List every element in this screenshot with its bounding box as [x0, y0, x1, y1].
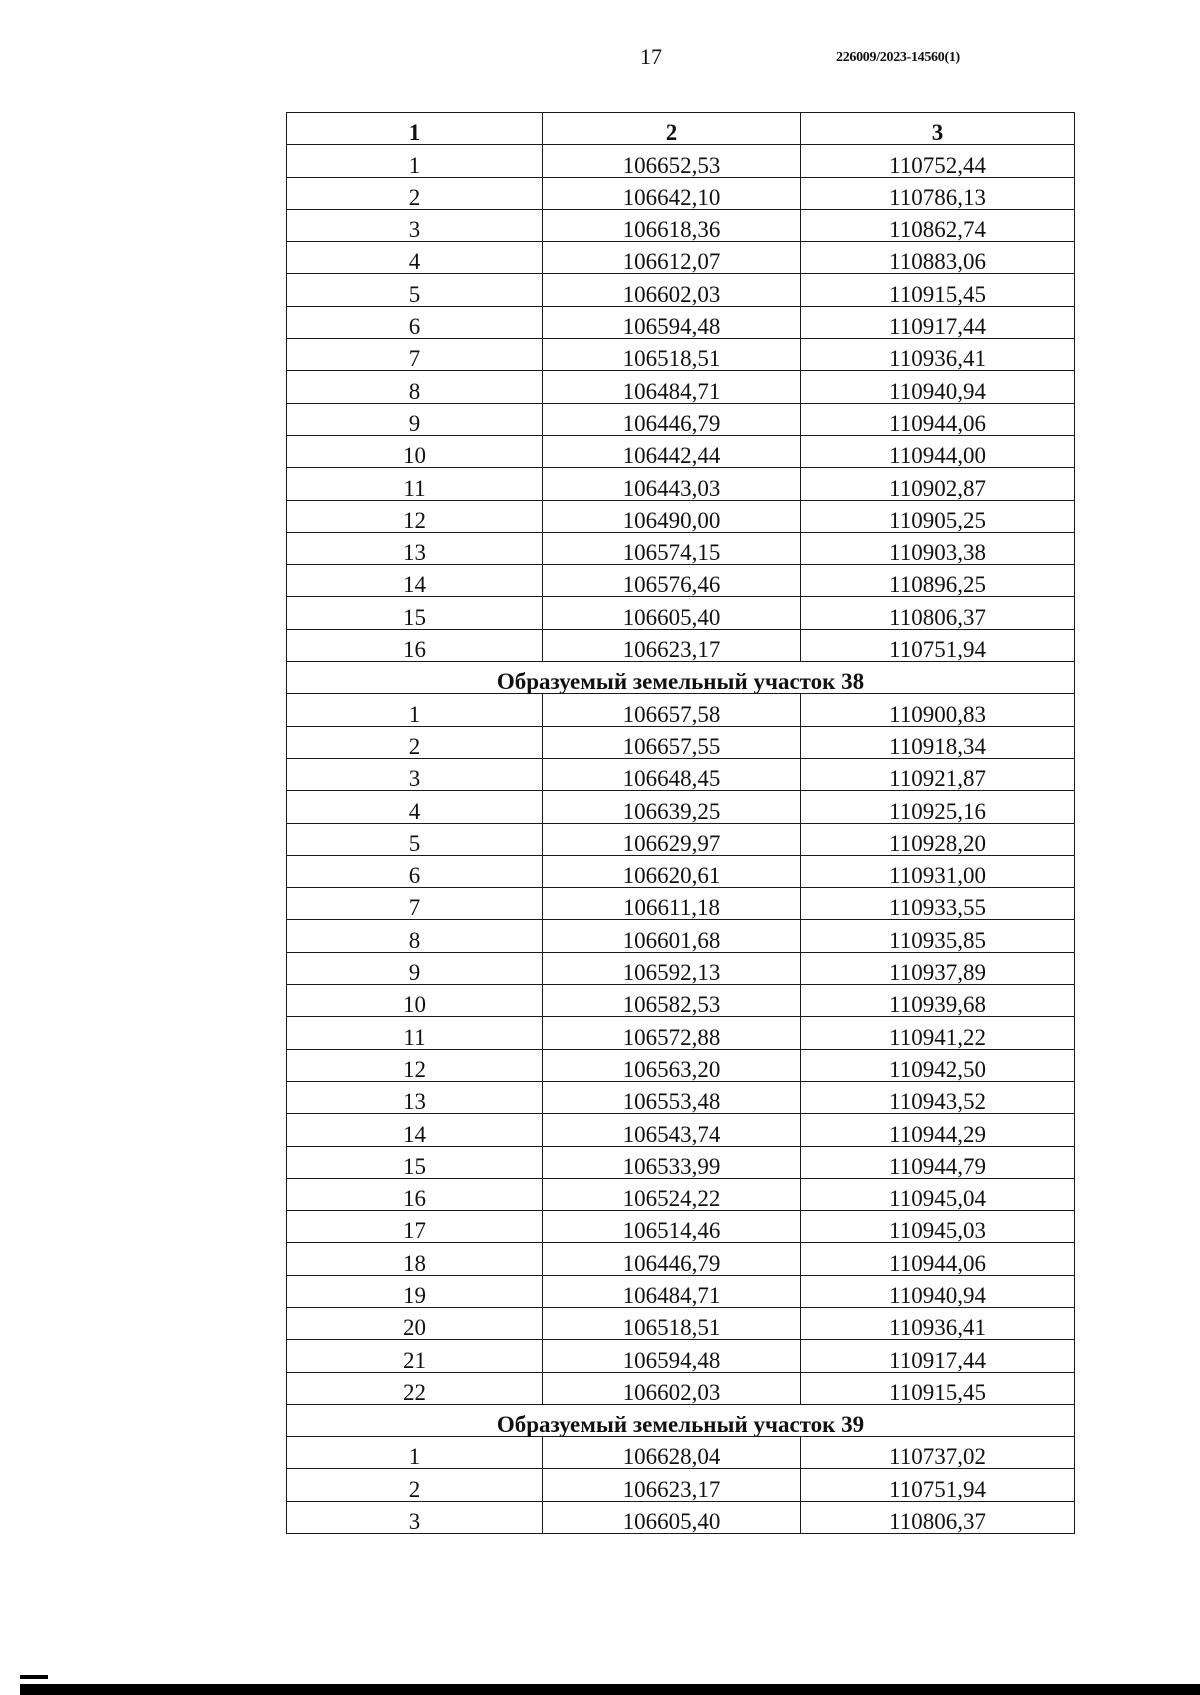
x-coordinate-cell: 106484,71	[543, 1275, 801, 1307]
point-number-cell: 1	[287, 694, 543, 726]
point-number-cell: 8	[287, 371, 543, 403]
point-number-cell: 4	[287, 791, 543, 823]
point-number-cell: 15	[287, 597, 543, 629]
point-number-cell: 9	[287, 403, 543, 435]
point-number-cell: 14	[287, 565, 543, 597]
table-body	[287, 145, 1075, 1534]
y-coordinate-cell: 110943,52	[801, 1081, 1075, 1113]
table-row	[287, 145, 1075, 177]
table-row	[287, 1340, 1075, 1372]
table-row	[287, 371, 1075, 403]
table-row	[287, 1211, 1075, 1243]
y-coordinate-cell: 110931,00	[801, 855, 1075, 887]
x-coordinate-cell: 106518,51	[543, 1307, 801, 1339]
table-row	[287, 209, 1075, 241]
coordinates-table	[286, 112, 1075, 1534]
table-row	[287, 758, 1075, 790]
x-coordinate-cell: 106442,44	[543, 435, 801, 467]
point-number-cell: 7	[287, 339, 543, 371]
point-number-cell: 16	[287, 1178, 543, 1210]
x-coordinate-cell: 106543,74	[543, 1114, 801, 1146]
y-coordinate-cell: 110944,79	[801, 1146, 1075, 1178]
point-number-cell: 6	[287, 855, 543, 887]
point-number-cell: 2	[287, 177, 543, 209]
x-coordinate-cell: 106629,97	[543, 823, 801, 855]
x-coordinate-cell: 106443,03	[543, 468, 801, 500]
table-row	[287, 1307, 1075, 1339]
x-coordinate-cell: 106605,40	[543, 1501, 801, 1533]
y-coordinate-cell: 110896,25	[801, 565, 1075, 597]
y-coordinate-cell: 110751,94	[801, 1469, 1075, 1501]
x-coordinate-cell: 106620,61	[543, 855, 801, 887]
table-row	[287, 823, 1075, 855]
scan-edge-bar	[20, 1684, 1200, 1695]
y-coordinate-cell: 110883,06	[801, 242, 1075, 274]
x-coordinate-cell: 106628,04	[543, 1437, 801, 1469]
y-coordinate-cell: 110862,74	[801, 209, 1075, 241]
point-number-cell: 4	[287, 242, 543, 274]
x-coordinate-cell: 106657,55	[543, 726, 801, 758]
table-row	[287, 1501, 1075, 1533]
table-row	[287, 500, 1075, 532]
y-coordinate-cell: 110903,38	[801, 532, 1075, 564]
y-coordinate-cell: 110905,25	[801, 500, 1075, 532]
table-row	[287, 888, 1075, 920]
table-row	[287, 952, 1075, 984]
table-row	[287, 1178, 1075, 1210]
table-row	[287, 468, 1075, 500]
x-coordinate-cell: 106601,68	[543, 920, 801, 952]
y-coordinate-cell: 110921,87	[801, 758, 1075, 790]
point-number-cell: 11	[287, 1017, 543, 1049]
table-row	[287, 1372, 1075, 1404]
table-row	[287, 435, 1075, 467]
point-number-cell: 16	[287, 629, 543, 661]
x-coordinate-cell: 106623,17	[543, 1469, 801, 1501]
point-number-cell: 2	[287, 726, 543, 758]
point-number-cell: 12	[287, 1049, 543, 1081]
x-coordinate-cell: 106582,53	[543, 985, 801, 1017]
x-coordinate-cell: 106657,58	[543, 694, 801, 726]
y-coordinate-cell: 110933,55	[801, 888, 1075, 920]
table-row	[287, 1081, 1075, 1113]
y-coordinate-cell: 110917,44	[801, 1340, 1075, 1372]
y-coordinate-cell: 110937,89	[801, 952, 1075, 984]
point-number-cell: 1	[287, 1437, 543, 1469]
point-number-cell: 22	[287, 1372, 543, 1404]
y-coordinate-cell: 110915,45	[801, 1372, 1075, 1404]
table-row	[287, 1275, 1075, 1307]
x-coordinate-cell: 106484,71	[543, 371, 801, 403]
y-coordinate-cell: 110925,16	[801, 791, 1075, 823]
table-row	[287, 339, 1075, 371]
column-header: 2	[543, 113, 801, 145]
section-title-row	[287, 662, 1075, 694]
x-coordinate-cell: 106524,22	[543, 1178, 801, 1210]
table-row	[287, 694, 1075, 726]
y-coordinate-cell: 110935,85	[801, 920, 1075, 952]
x-coordinate-cell: 106605,40	[543, 597, 801, 629]
section-title: Образуемый земельный участок 39	[287, 1404, 1075, 1436]
table-row	[287, 855, 1075, 887]
y-coordinate-cell: 110928,20	[801, 823, 1075, 855]
point-number-cell: 5	[287, 823, 543, 855]
point-number-cell: 3	[287, 758, 543, 790]
y-coordinate-cell: 110945,03	[801, 1211, 1075, 1243]
document-id: 226009/2023-14560(1)	[836, 50, 960, 65]
x-coordinate-cell: 106533,99	[543, 1146, 801, 1178]
x-coordinate-cell: 106514,46	[543, 1211, 801, 1243]
table-row	[287, 1437, 1075, 1469]
point-number-cell: 3	[287, 209, 543, 241]
table-row	[287, 532, 1075, 564]
point-number-cell: 9	[287, 952, 543, 984]
point-number-cell: 6	[287, 306, 543, 338]
table-row	[287, 403, 1075, 435]
y-coordinate-cell: 110900,83	[801, 694, 1075, 726]
y-coordinate-cell: 110902,87	[801, 468, 1075, 500]
y-coordinate-cell: 110936,41	[801, 1307, 1075, 1339]
table-row	[287, 791, 1075, 823]
x-coordinate-cell: 106490,00	[543, 500, 801, 532]
table-row	[287, 629, 1075, 661]
y-coordinate-cell: 110752,44	[801, 145, 1075, 177]
y-coordinate-cell: 110940,94	[801, 371, 1075, 403]
y-coordinate-cell: 110918,34	[801, 726, 1075, 758]
x-coordinate-cell: 106642,10	[543, 177, 801, 209]
y-coordinate-cell: 110936,41	[801, 339, 1075, 371]
point-number-cell: 2	[287, 1469, 543, 1501]
y-coordinate-cell: 110939,68	[801, 985, 1075, 1017]
x-coordinate-cell: 106518,51	[543, 339, 801, 371]
y-coordinate-cell: 110940,94	[801, 1275, 1075, 1307]
table-row	[287, 597, 1075, 629]
y-coordinate-cell: 110944,06	[801, 1243, 1075, 1275]
point-number-cell: 21	[287, 1340, 543, 1372]
column-header: 1	[287, 113, 543, 145]
x-coordinate-cell: 106611,18	[543, 888, 801, 920]
x-coordinate-cell: 106563,20	[543, 1049, 801, 1081]
point-number-cell: 15	[287, 1146, 543, 1178]
x-coordinate-cell: 106576,46	[543, 565, 801, 597]
x-coordinate-cell: 106602,03	[543, 1372, 801, 1404]
y-coordinate-cell: 110917,44	[801, 306, 1075, 338]
x-coordinate-cell: 106553,48	[543, 1081, 801, 1113]
point-number-cell: 13	[287, 1081, 543, 1113]
point-number-cell: 12	[287, 500, 543, 532]
y-coordinate-cell: 110944,06	[801, 403, 1075, 435]
y-coordinate-cell: 110806,37	[801, 597, 1075, 629]
column-header: 3	[801, 113, 1075, 145]
table-row	[287, 242, 1075, 274]
x-coordinate-cell: 106574,15	[543, 532, 801, 564]
table-row	[287, 1146, 1075, 1178]
x-coordinate-cell: 106446,79	[543, 1243, 801, 1275]
x-coordinate-cell: 106594,48	[543, 1340, 801, 1372]
y-coordinate-cell: 110945,04	[801, 1178, 1075, 1210]
point-number-cell: 19	[287, 1275, 543, 1307]
x-coordinate-cell: 106612,07	[543, 242, 801, 274]
point-number-cell: 7	[287, 888, 543, 920]
table-row	[287, 985, 1075, 1017]
table-row	[287, 177, 1075, 209]
table-row	[287, 1114, 1075, 1146]
x-coordinate-cell: 106623,17	[543, 629, 801, 661]
table-row	[287, 1017, 1075, 1049]
point-number-cell: 11	[287, 468, 543, 500]
x-coordinate-cell: 106648,45	[543, 758, 801, 790]
point-number-cell: 20	[287, 1307, 543, 1339]
section-title: Образуемый земельный участок 38	[287, 662, 1075, 694]
y-coordinate-cell: 110915,45	[801, 274, 1075, 306]
table-header-row	[287, 113, 1075, 145]
y-coordinate-cell: 110941,22	[801, 1017, 1075, 1049]
coordinates-table-container	[286, 112, 1074, 1534]
point-number-cell: 17	[287, 1211, 543, 1243]
point-number-cell: 10	[287, 985, 543, 1017]
point-number-cell: 10	[287, 435, 543, 467]
y-coordinate-cell: 110751,94	[801, 629, 1075, 661]
x-coordinate-cell: 106618,36	[543, 209, 801, 241]
table-row	[287, 565, 1075, 597]
table-row	[287, 274, 1075, 306]
point-number-cell: 13	[287, 532, 543, 564]
y-coordinate-cell: 110942,50	[801, 1049, 1075, 1081]
x-coordinate-cell: 106652,53	[543, 145, 801, 177]
point-number-cell: 14	[287, 1114, 543, 1146]
x-coordinate-cell: 106592,13	[543, 952, 801, 984]
y-coordinate-cell: 110944,00	[801, 435, 1075, 467]
table-row	[287, 1243, 1075, 1275]
point-number-cell: 18	[287, 1243, 543, 1275]
x-coordinate-cell: 106572,88	[543, 1017, 801, 1049]
y-coordinate-cell: 110786,13	[801, 177, 1075, 209]
table-row	[287, 1469, 1075, 1501]
page-number: 17	[640, 44, 662, 69]
x-coordinate-cell: 106639,25	[543, 791, 801, 823]
scan-edge-mark	[20, 1675, 48, 1679]
x-coordinate-cell: 106602,03	[543, 274, 801, 306]
point-number-cell: 8	[287, 920, 543, 952]
section-title-row	[287, 1404, 1075, 1436]
table-row	[287, 306, 1075, 338]
y-coordinate-cell: 110944,29	[801, 1114, 1075, 1146]
table-row	[287, 726, 1075, 758]
table-row	[287, 920, 1075, 952]
y-coordinate-cell: 110737,02	[801, 1437, 1075, 1469]
point-number-cell: 5	[287, 274, 543, 306]
table-row	[287, 1049, 1075, 1081]
x-coordinate-cell: 106446,79	[543, 403, 801, 435]
x-coordinate-cell: 106594,48	[543, 306, 801, 338]
y-coordinate-cell: 110806,37	[801, 1501, 1075, 1533]
point-number-cell: 1	[287, 145, 543, 177]
point-number-cell: 3	[287, 1501, 543, 1533]
